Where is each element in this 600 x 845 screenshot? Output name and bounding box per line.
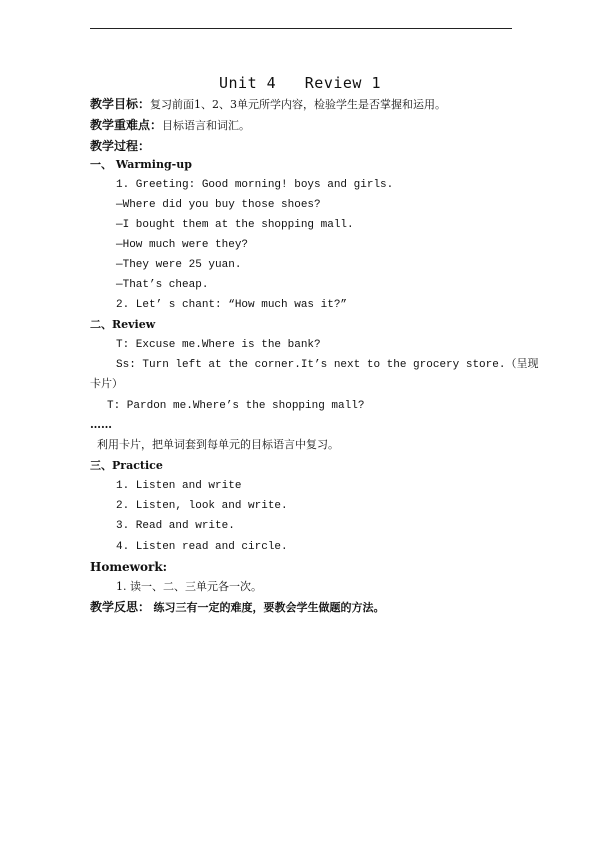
objectives-text: 复习前面1、2、3单元所学内容，检验学生是否掌握和运用。 xyxy=(150,98,447,111)
list-item: Ss: Turn left at the corner.It’s next to the grocery store.（呈现 xyxy=(116,359,539,371)
key-points-text: 目标语言和词汇。 xyxy=(162,119,251,132)
reflection-text: 练习三有一定的难度，要教会学生做题的方法。 xyxy=(153,601,385,614)
reflection-label: 教学反思： xyxy=(90,600,151,614)
list-item: 1. Greeting: Good morning! boys and girls. xyxy=(116,179,394,191)
list-item: 卡片） xyxy=(90,379,123,391)
list-item: T: Pardon me.Where’s the shopping mall? xyxy=(107,400,365,412)
list-item: —Where did you buy those shoes? xyxy=(116,199,321,211)
objectives-label: 教学目标： xyxy=(90,97,151,111)
list-item: —I bought them at the shopping mall. xyxy=(116,219,354,231)
key-points-label: 教学重难点： xyxy=(90,118,163,132)
homework-label: Homework: xyxy=(90,560,168,574)
list-item: 4. Listen read and circle. xyxy=(116,541,288,553)
list-item: —They were 25 yuan. xyxy=(116,259,242,271)
header-rule xyxy=(90,28,512,29)
section-heading-review: 二、Review xyxy=(90,318,156,331)
reflection-row xyxy=(90,600,385,615)
section-heading-warmup: 一、 Warming-up xyxy=(90,158,192,171)
list-item: 3. Read and write. xyxy=(116,520,235,532)
process-label: 教学过程： xyxy=(90,139,151,153)
list-item: 利用卡片，把单词套到每单元的目标语言中复习。 xyxy=(97,438,339,451)
list-item: 1. Listen and write xyxy=(116,480,242,492)
list-item: 2. Listen, look and write. xyxy=(116,500,288,512)
list-item: —That’s cheap. xyxy=(116,279,209,291)
key-points-row xyxy=(90,118,250,133)
section-heading-practice: 三、Practice xyxy=(90,459,163,472)
document-title: Unit 4 Review 1 xyxy=(218,74,382,92)
list-item: T: Excuse me.Where is the bank? xyxy=(116,339,321,351)
ellipsis: …… xyxy=(90,418,112,431)
objectives-row xyxy=(90,97,446,112)
list-item: —How much were they? xyxy=(116,239,249,251)
list-item: 2. Let’ s chant: “How much was it?” xyxy=(116,299,348,311)
homework-text: 1. 读一、二、三单元各一次。 xyxy=(116,580,262,593)
